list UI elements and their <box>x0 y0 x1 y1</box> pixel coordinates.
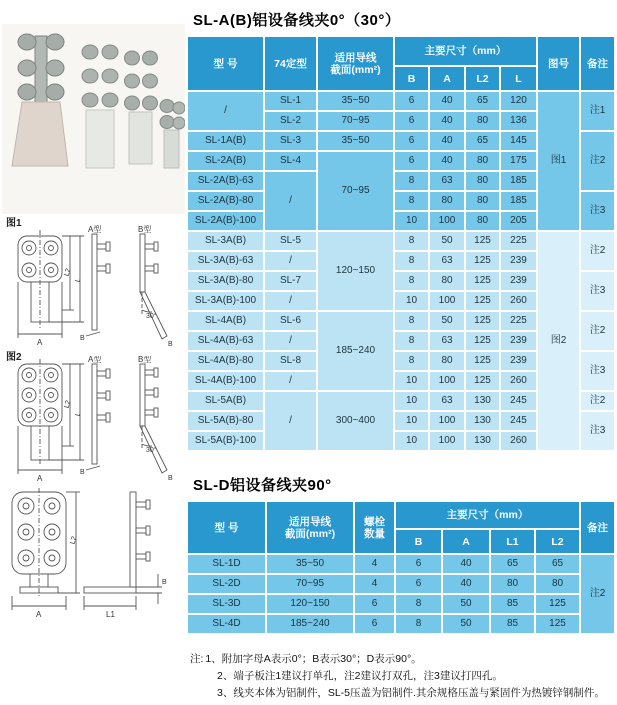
table-cell: 10 <box>394 211 429 231</box>
table-cell: 6 <box>394 111 429 131</box>
table-cell: SL-3A(B)-80 <box>187 271 264 291</box>
table-cell: 239 <box>500 331 537 351</box>
fig3-dimA: A <box>36 610 42 619</box>
table-cell: 注2 <box>580 391 615 411</box>
fig3-dimL2: L2 <box>69 535 79 545</box>
table-row <box>187 614 615 634</box>
table-cell: 100 <box>429 211 465 231</box>
col-model: 型 号 <box>187 36 264 91</box>
table-cell: 80 <box>465 211 500 231</box>
table-cell: SL-1D <box>187 554 266 574</box>
table-row <box>187 574 615 594</box>
fig2-typeA-label: A型 <box>88 356 102 364</box>
fig1-dimB2: B <box>168 341 173 348</box>
footnotes <box>190 651 615 702</box>
table-cell: SL-2 <box>264 111 317 131</box>
table-cell: 63 <box>429 331 465 351</box>
table-cell: 260 <box>500 371 537 391</box>
sl-d-table <box>186 500 616 635</box>
table-cell: 145 <box>500 131 537 151</box>
table-cell: 63 <box>429 391 465 411</box>
table-cell: 10 <box>394 371 429 391</box>
table-cell: 65 <box>465 91 500 111</box>
table2-header <box>187 501 615 554</box>
table-cell: 注3 <box>580 411 615 451</box>
table-cell: 125 <box>465 371 500 391</box>
table-cell: 80 <box>429 271 465 291</box>
table-cell: 10 <box>394 411 429 431</box>
table-cell: 125 <box>465 251 500 271</box>
fig3-drawing <box>0 486 185 631</box>
fig2-dimB2: B <box>168 475 173 482</box>
table-cell: 125 <box>535 614 580 634</box>
table1-header <box>187 36 615 91</box>
fig2-dimL2: L2 <box>63 399 73 409</box>
col-remark: 备注 <box>580 501 615 554</box>
table-cell: 6 <box>395 574 442 594</box>
table-cell: 80 <box>429 351 465 371</box>
table-cell: 注2 <box>580 231 615 271</box>
col-remark: 备注 <box>580 36 615 91</box>
table-cell: 130 <box>465 431 500 451</box>
col-L2: L2 <box>465 66 500 91</box>
table-cell: 65 <box>465 131 500 151</box>
table-cell: 125 <box>465 311 500 331</box>
table-cell: 40 <box>429 91 465 111</box>
col-section: 适用导线 截面(mm²) <box>266 501 354 554</box>
table-cell: 136 <box>500 111 537 131</box>
col-B: B <box>395 529 442 554</box>
fig1-dimL2: L2 <box>63 267 73 277</box>
table-cell: 80 <box>465 191 500 211</box>
table-cell: 8 <box>394 251 429 271</box>
table-cell: SL-4A(B)-80 <box>187 351 264 371</box>
table-cell: SL-5A(B)-100 <box>187 431 264 451</box>
table-cell: 85 <box>490 594 535 614</box>
table-cell: 注2 <box>580 554 615 634</box>
table-cell: 70~95 <box>317 151 394 231</box>
table-cell: SL-2A(B)-100 <box>187 211 264 231</box>
table-cell: 50 <box>429 231 465 251</box>
table-cell: 120 <box>500 91 537 111</box>
table-cell: 130 <box>465 391 500 411</box>
table-cell: 80 <box>490 574 535 594</box>
table-cell: SL-3A(B)-63 <box>187 251 264 271</box>
table-cell: SL-1 <box>264 91 317 111</box>
table-cell: SL-2A(B) <box>187 151 264 171</box>
note-line-2: 2、端子板注1建议打单孔，注2建议打双孔，注3建议打四孔。 <box>217 670 503 682</box>
table-cell: SL-7 <box>264 271 317 291</box>
table-cell: 35~50 <box>317 91 394 111</box>
fig2-dimB: B <box>80 469 85 476</box>
col-B: B <box>394 66 429 91</box>
table-cell: 100 <box>429 411 465 431</box>
table-cell: 125 <box>465 231 500 251</box>
table-row <box>187 554 615 574</box>
table-cell: 6 <box>394 151 429 171</box>
table-cell: 85 <box>490 614 535 634</box>
table-cell: / <box>264 331 317 351</box>
table-cell: SL-2A(B)-80 <box>187 191 264 211</box>
fig3-dimL1: L1 <box>106 610 115 619</box>
table-cell: 8 <box>394 191 429 211</box>
table-cell: 245 <box>500 411 537 431</box>
tables-column <box>186 0 617 635</box>
table-cell: SL-4 <box>264 151 317 171</box>
fig2-label: 图2 <box>6 352 22 363</box>
table1-body <box>187 91 615 451</box>
table-cell: 185 <box>500 171 537 191</box>
table-cell: 120~150 <box>266 594 354 614</box>
table-cell: 239 <box>500 251 537 271</box>
table-cell: 8 <box>395 614 442 634</box>
fig2-typeB-label: B型 <box>138 356 152 364</box>
table-cell: / <box>264 251 317 271</box>
col-std74: 74定型 <box>264 36 317 91</box>
table-cell: 80 <box>535 574 580 594</box>
table2-title: SL-D铝设备线夹90° <box>193 477 332 494</box>
table-cell: 8 <box>394 171 429 191</box>
table-cell: 205 <box>500 211 537 231</box>
table-cell: 10 <box>394 431 429 451</box>
clamp-photo <box>2 24 185 214</box>
table-cell: SL-5 <box>264 231 317 251</box>
table-cell: SL-4A(B)-63 <box>187 331 264 351</box>
table-cell: 65 <box>490 554 535 574</box>
table-cell: 40 <box>429 111 465 131</box>
table-cell: 4 <box>354 574 395 594</box>
table-cell: 239 <box>500 351 537 371</box>
table1-title: SL-A(B)铝设备线夹0°（30°） <box>193 12 401 29</box>
fig1-dimB: B <box>80 335 85 342</box>
table-cell: 175 <box>500 151 537 171</box>
table-cell: SL-2D <box>187 574 266 594</box>
fig1-drawing <box>0 224 185 354</box>
table-cell: SL-4A(B) <box>187 311 264 331</box>
table-cell: 8 <box>394 311 429 331</box>
table-cell: 239 <box>500 271 537 291</box>
table-cell: 130 <box>465 411 500 431</box>
table-cell: 245 <box>500 391 537 411</box>
table-cell: 40 <box>442 574 490 594</box>
col-L1: L1 <box>490 529 535 554</box>
fig1-dimL: L <box>74 277 83 283</box>
table-cell: 注3 <box>580 271 615 311</box>
table-row <box>187 91 615 111</box>
table-cell: 8 <box>394 231 429 251</box>
table-cell: 63 <box>429 251 465 271</box>
table-cell: 50 <box>442 594 490 614</box>
table-cell: 80 <box>465 111 500 131</box>
table-cell: SL-3A(B)-100 <box>187 291 264 311</box>
table-cell: 185~240 <box>317 311 394 391</box>
col-A: A <box>429 66 465 91</box>
fig2-angle: 30° <box>146 447 157 454</box>
table-cell: / <box>264 391 317 451</box>
col-model: 型 号 <box>187 501 266 554</box>
table-cell: 40 <box>442 554 490 574</box>
table-cell: 注2 <box>580 131 615 191</box>
table-cell: 65 <box>535 554 580 574</box>
table-cell: 70~95 <box>317 111 394 131</box>
table-cell: 注1 <box>580 91 615 131</box>
col-main-dims: 主要尺寸（mm） <box>395 501 580 529</box>
table-cell: 图2 <box>537 231 580 451</box>
fig1-angle: 30° <box>146 313 157 320</box>
note-line-1: 注: 1、附加字母A表示0°；B表示30°；D表示90°。 <box>190 653 422 665</box>
table-cell: 10 <box>394 291 429 311</box>
table-cell: SL-8 <box>264 351 317 371</box>
table-cell: 8 <box>394 331 429 351</box>
table-cell: SL-6 <box>264 311 317 331</box>
table-cell: 35~50 <box>317 131 394 151</box>
col-bolt-count: 螺栓 数量 <box>354 501 395 554</box>
table-cell: 6 <box>395 554 442 574</box>
fig3-dimB: B <box>162 579 167 586</box>
table-cell: 6 <box>354 594 395 614</box>
table-cell: SL-3 <box>264 131 317 151</box>
table-cell: 300~400 <box>317 391 394 451</box>
sl-ab-table <box>186 35 616 452</box>
table-cell: 6 <box>394 131 429 151</box>
table-cell: 260 <box>500 291 537 311</box>
table-cell: / <box>187 91 264 131</box>
table-cell: 185 <box>500 191 537 211</box>
col-figno: 图号 <box>537 36 580 91</box>
table-cell: 120~150 <box>317 231 394 311</box>
fig2-dimA: A <box>37 474 43 483</box>
table-cell: 8 <box>394 271 429 291</box>
table-cell: SL-2A(B)-63 <box>187 171 264 191</box>
table-cell: 125 <box>465 291 500 311</box>
col-L: L <box>500 66 537 91</box>
table-cell: 70~95 <box>266 574 354 594</box>
table-cell: / <box>264 291 317 311</box>
table-cell: 注3 <box>580 351 615 391</box>
table-cell: 注3 <box>580 191 615 231</box>
table-cell: 6 <box>394 91 429 111</box>
fig1-label: 图1 <box>6 218 22 229</box>
fig1-dimA: A <box>37 338 43 347</box>
table-cell: / <box>264 171 317 231</box>
table-cell: 125 <box>465 351 500 371</box>
fig2-drawing <box>0 356 185 486</box>
table-cell: 125 <box>535 594 580 614</box>
col-L2: L2 <box>535 529 580 554</box>
table-cell: 50 <box>442 614 490 634</box>
table-cell: 8 <box>395 594 442 614</box>
table-cell: 50 <box>429 311 465 331</box>
table-cell: 4 <box>354 554 395 574</box>
table-cell: SL-3A(B) <box>187 231 264 251</box>
note-line-3: 3、线夹本体为铝制件，SL-5压盖为铝制件.其余规格压盖与紧固件为热镀锌钢制件。 <box>217 687 605 699</box>
table-row <box>187 594 615 614</box>
table-cell: SL-5A(B) <box>187 391 264 411</box>
table-cell: 6 <box>354 614 395 634</box>
table-cell: 225 <box>500 231 537 251</box>
table-cell: 80 <box>465 171 500 191</box>
table-cell: 8 <box>394 351 429 371</box>
table-cell: 125 <box>465 271 500 291</box>
table2-body <box>187 554 615 634</box>
col-main-dims: 主要尺寸（mm） <box>394 36 537 66</box>
fig1-typeB-label: B型 <box>138 225 152 234</box>
table-cell: 100 <box>429 431 465 451</box>
figures-column <box>0 0 185 705</box>
table-cell: 80 <box>465 151 500 171</box>
table-cell: 100 <box>429 371 465 391</box>
table-cell: 注2 <box>580 311 615 351</box>
table-cell: SL-5A(B)-80 <box>187 411 264 431</box>
table-cell: 40 <box>429 131 465 151</box>
table-cell: 185~240 <box>266 614 354 634</box>
table-cell: SL-1A(B) <box>187 131 264 151</box>
table-row <box>187 231 615 251</box>
table-cell: 35~50 <box>266 554 354 574</box>
table-cell: 260 <box>500 431 537 451</box>
table-cell: 40 <box>429 151 465 171</box>
col-A: A <box>442 529 490 554</box>
table-cell: / <box>264 371 317 391</box>
fig2-dimL: L <box>74 411 83 417</box>
fig1-typeA-label: A型 <box>88 225 102 234</box>
table-cell: 10 <box>394 391 429 411</box>
table-cell: SL-4D <box>187 614 266 634</box>
table-cell: 63 <box>429 171 465 191</box>
table-cell: 125 <box>465 331 500 351</box>
table-cell: 100 <box>429 291 465 311</box>
table-cell: 225 <box>500 311 537 331</box>
table-cell: SL-3D <box>187 594 266 614</box>
table-cell: SL-4A(B)-100 <box>187 371 264 391</box>
col-section: 适用导线 截面(mm²) <box>317 36 394 91</box>
table-cell: 图1 <box>537 91 580 231</box>
table-cell: 80 <box>429 191 465 211</box>
